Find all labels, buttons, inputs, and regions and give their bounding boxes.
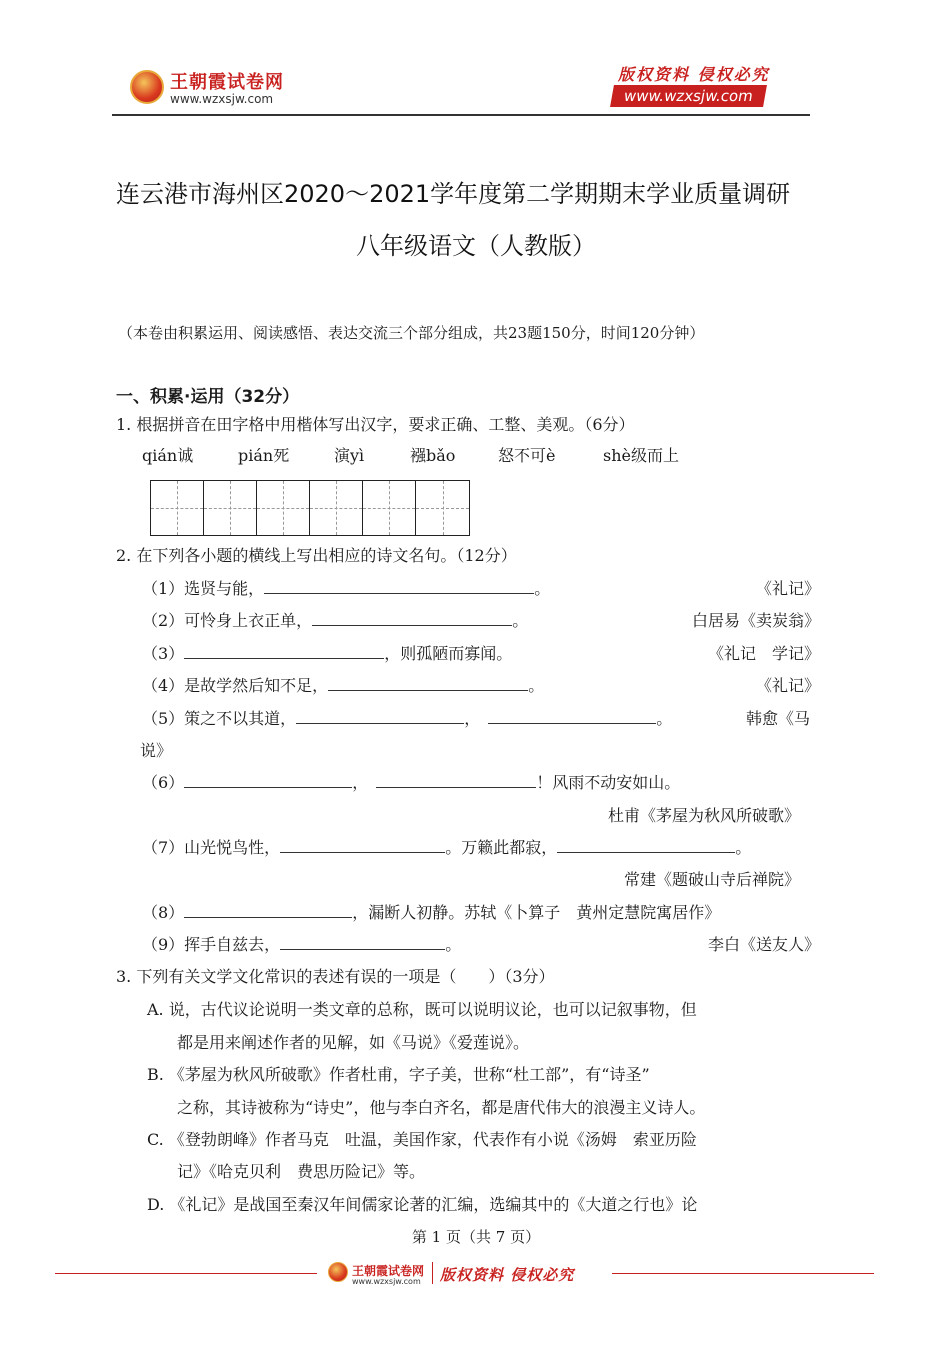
q2-item-text: （2）可怜身上衣正单， [142, 611, 313, 630]
tianzige-grid [150, 480, 470, 536]
q2-item-text: ， [464, 709, 481, 728]
option-d[interactable]: D. 《礼记》是战国至秦汉年间儒家论著的汇编，选编其中的《大道之行也》论 [147, 1195, 698, 1214]
answer-blank[interactable] [328, 676, 528, 691]
q2-item-text: （4）是故学然后知不足， [142, 676, 329, 695]
option-a-cont: 都是用来阐述作者的见解，如《马说》《爱莲说》。 [177, 1033, 530, 1052]
q2-item-3 [142, 641, 512, 664]
footer-divider-left [55, 1273, 317, 1274]
q2-item-text: ，漏断人初静。苏轼《卜算子 黄州定慧院寓居作》 [352, 903, 721, 922]
answer-blank[interactable] [280, 838, 445, 853]
q2-item-7 [142, 835, 751, 858]
q2-item-source: 《礼记 学记》 [707, 644, 820, 663]
q2-item-text: ！风雨不动安如山。 [536, 773, 681, 792]
logo-url[interactable]: www.wzxsjw.com [170, 92, 274, 106]
q2-item-text: 。 [528, 676, 545, 695]
logo-emblem-icon [130, 70, 164, 104]
q2-item-text: （1）选贤与能， [142, 579, 265, 598]
header-divider [112, 114, 810, 116]
q2-item-source: 杜甫《茅屋为秋风所破歌》 [607, 806, 800, 825]
pinyin-item: shè级而上 [603, 446, 679, 465]
exam-title: 连云港市海州区2020～2021学年度第二学期期末学业质量调研 [116, 180, 791, 208]
q2-item-text: （6） [142, 773, 185, 792]
footer-logo-url[interactable]: www.wzxsjw.com [352, 1277, 421, 1286]
q2-item-text: ，则孤陋而寡闻。 [384, 644, 513, 663]
option-c[interactable]: C. 《登勃朗峰》作者马克 吐温，美国作家，代表作有小说《汤姆 索亚历险 [147, 1130, 697, 1149]
logo-name: 王朝霞试卷网 [170, 72, 284, 93]
q2-item-text: （7）山光悦鸟性， [142, 838, 281, 857]
tianzige-cell[interactable] [257, 481, 310, 535]
q2-item-9 [142, 932, 461, 955]
site-url-badge[interactable]: www.wzxsjw.com [610, 85, 767, 107]
tianzige-cell[interactable] [416, 481, 469, 535]
q2-item-text: 。万籁此都寂， [445, 838, 558, 857]
q2-item-source: 白居易《卖炭翁》 [691, 611, 820, 630]
q2-item-text: 。 [534, 579, 551, 598]
section-heading: 一、积累·运用（32分） [116, 387, 300, 407]
pinyin-item: qián诚 [142, 446, 194, 465]
q2-item-text: （3） [142, 644, 185, 663]
pinyin-item: 怒不可è [498, 446, 556, 465]
answer-blank[interactable] [557, 838, 735, 853]
tianzige-cell[interactable] [363, 481, 416, 535]
q2-item-5 [142, 706, 672, 729]
answer-blank[interactable] [184, 644, 384, 659]
footer-copyright: 版权资料 侵权必究 [440, 1266, 575, 1284]
q2-item-text: 。 [656, 709, 673, 728]
q2-item-2 [142, 608, 528, 631]
q2-item-8 [142, 900, 720, 923]
q2-item-4 [142, 673, 544, 696]
q2-item-1 [142, 576, 550, 599]
answer-blank[interactable] [488, 709, 656, 724]
answer-blank[interactable] [184, 903, 352, 918]
q2-item-text: 。 [512, 611, 529, 630]
answer-blank[interactable] [280, 935, 445, 950]
q2-item-source: 常建《题破山寺后禅院》 [623, 870, 800, 889]
option-b[interactable]: B. 《茅屋为秋风所破歌》作者杜甫，字子美，世称“杜工部”，有“诗圣” [147, 1065, 650, 1084]
option-b-cont: 之称，其诗被称为“诗史”，他与李白齐名，都是唐代伟大的浪漫主义诗人。 [177, 1098, 706, 1117]
question-2-prompt: 2. 在下列各小题的横线上写出相应的诗文名句。（12分） [116, 546, 517, 565]
q2-item-source-continued: 说》 [140, 741, 173, 760]
q2-item-source: 《礼记》 [755, 579, 820, 598]
pinyin-item: 襁bǎo [410, 446, 456, 465]
q2-item-text: 。 [445, 935, 462, 954]
tianzige-cell[interactable] [310, 481, 363, 535]
footer-logo-icon [328, 1262, 348, 1282]
q2-item-text: （9）挥手自兹去， [142, 935, 281, 954]
option-a[interactable]: A. 说，古代议论说明一类文章的总称，既可以说明议论，也可以记叙事物，但 [147, 1000, 697, 1019]
q2-item-source: 韩愈《马 [745, 709, 810, 728]
answer-blank[interactable] [184, 773, 352, 788]
answer-blank[interactable] [296, 709, 464, 724]
tianzige-cell[interactable] [204, 481, 257, 535]
q2-item-text: （5）策之不以其道， [142, 709, 297, 728]
pinyin-item: 演yì [334, 446, 365, 465]
option-c-cont: 记》《哈克贝利 费思历险记》等。 [177, 1162, 426, 1181]
footer-logo-name: 王朝霞试卷网 [352, 1264, 425, 1278]
exam-subtitle: 八年级语文（人教版） [356, 232, 596, 260]
q2-item-text: ， [352, 773, 369, 792]
exam-note: （本卷由积累运用、阅读感悟、表达交流三个部分组成，共23题150分，时间120分钟） [118, 324, 705, 342]
q2-item-source: 李白《送友人》 [707, 935, 820, 954]
footer-separator [432, 1262, 433, 1284]
copyright-notice: 版权资料 侵权必究 [618, 65, 770, 84]
footer-divider-right [612, 1273, 874, 1274]
pinyin-item: pián死 [238, 446, 290, 465]
q2-item-text: （8） [142, 903, 185, 922]
question-1-prompt: 1. 根据拼音在田字格中用楷体写出汉字，要求正确、工整、美观。（6分） [116, 415, 635, 434]
answer-blank[interactable] [376, 773, 536, 788]
q2-item-text: 。 [735, 838, 752, 857]
page-number: 第 1 页（共 7 页） [411, 1228, 541, 1246]
answer-blank[interactable] [312, 611, 512, 626]
q2-item-6 [142, 770, 680, 793]
question-3-prompt: 3. 下列有关文学文化常识的表述有误的一项是（ ）（3分） [116, 967, 555, 986]
q2-item-source: 《礼记》 [755, 676, 820, 695]
answer-blank[interactable] [264, 579, 534, 594]
tianzige-cell[interactable] [151, 481, 204, 535]
